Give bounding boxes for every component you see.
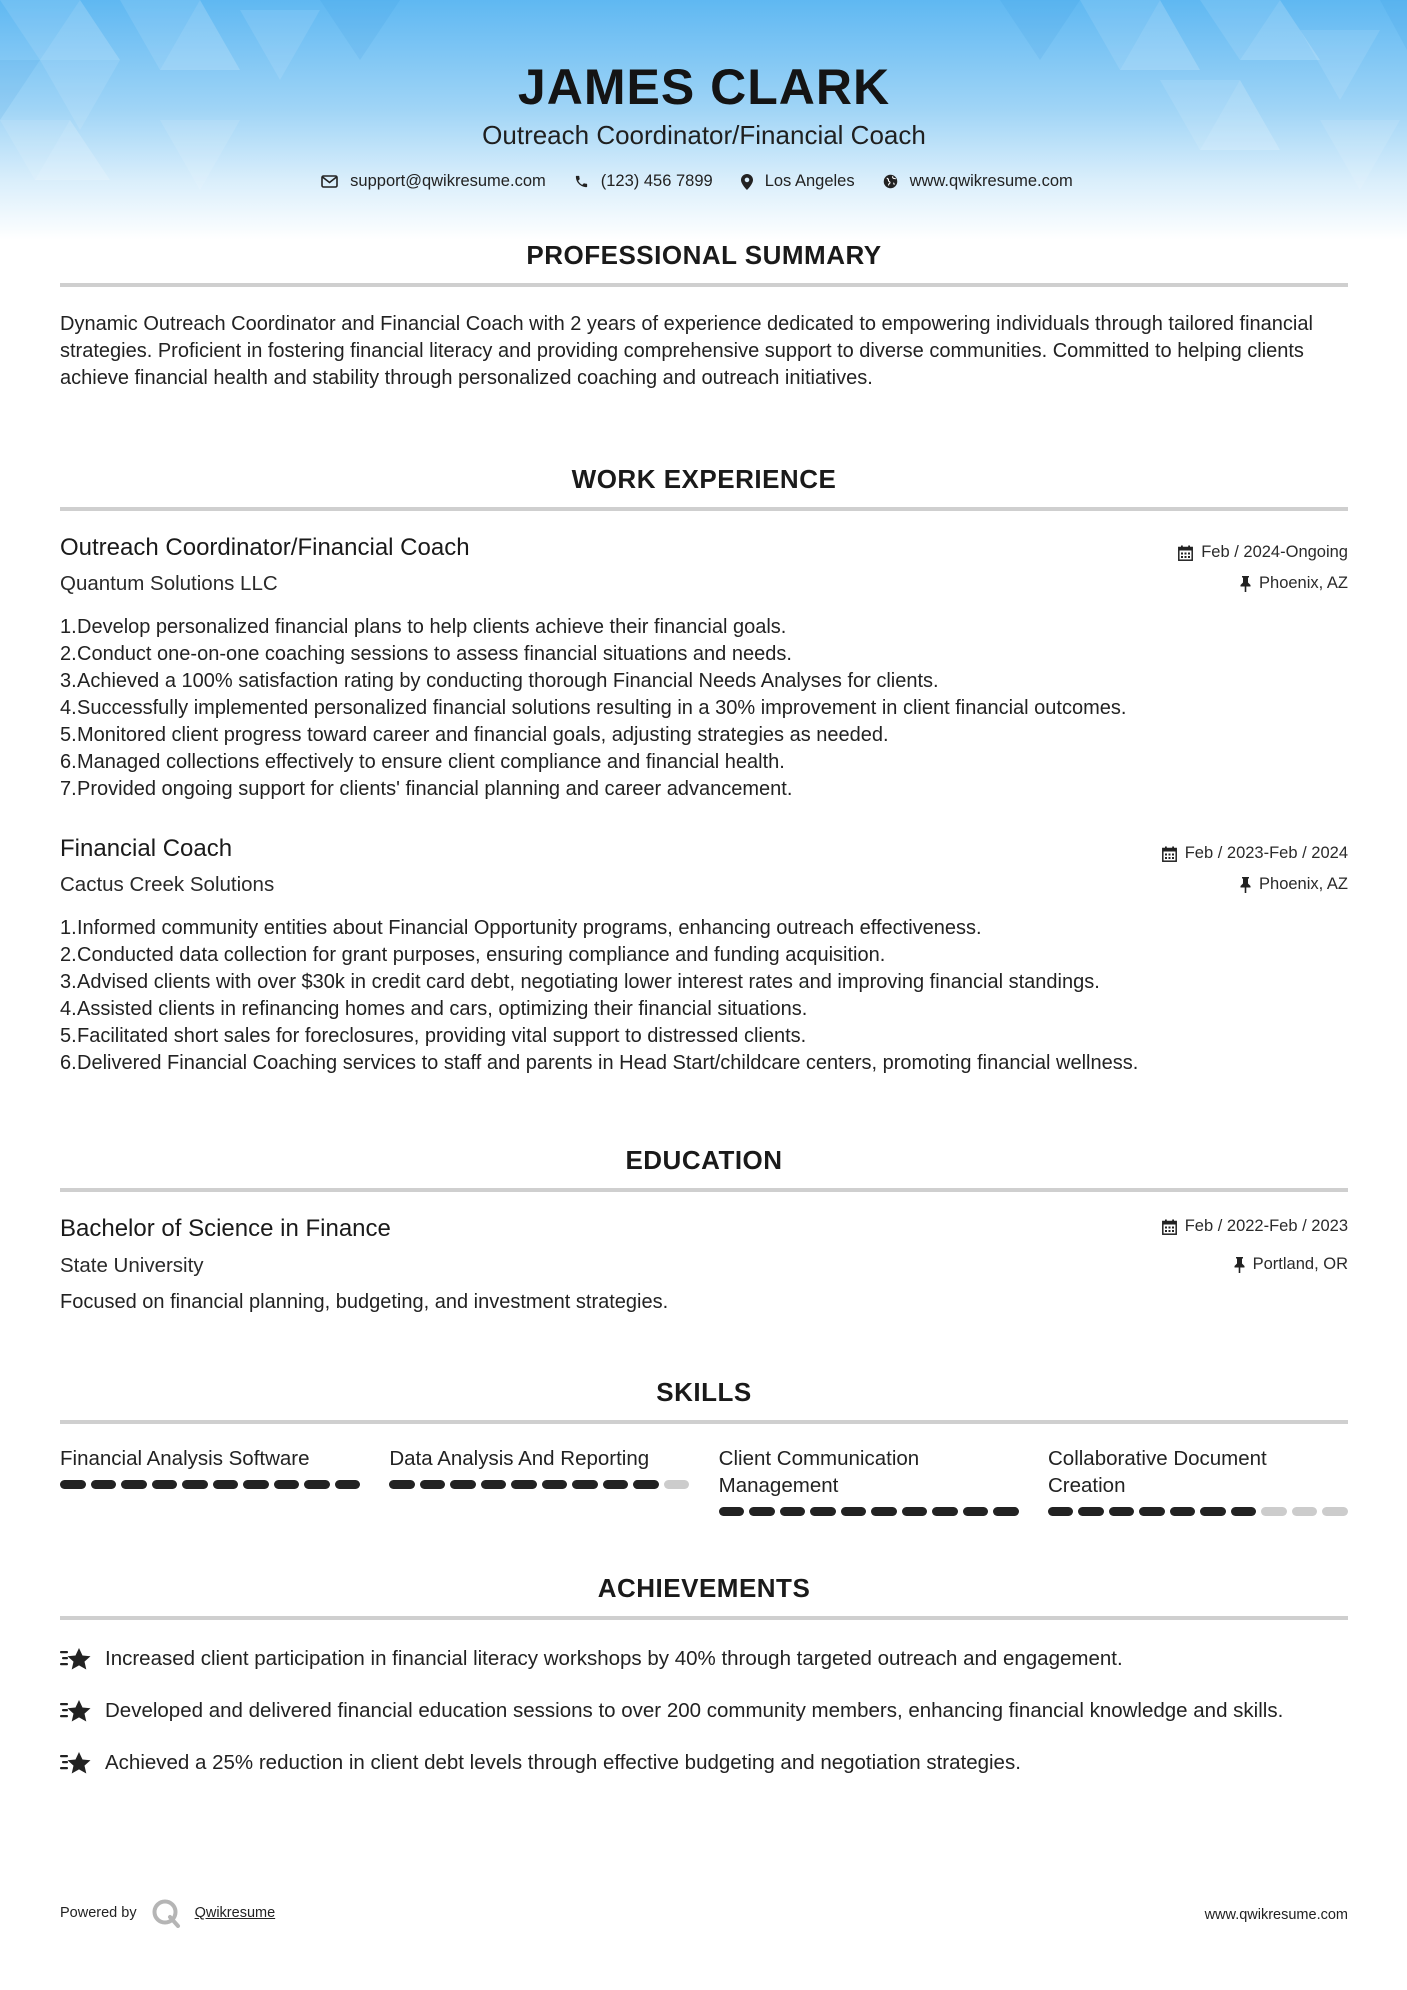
globe-icon bbox=[883, 174, 898, 189]
degree-title: Bachelor of Science in Finance bbox=[60, 1215, 391, 1242]
list-item: 3. Advised clients with over $30k in credit card debt, negotiating lower interest rates and improving financial standings. bbox=[60, 971, 1100, 993]
skill-segment-filled bbox=[1200, 1507, 1226, 1516]
job-dates-text: Feb / 2023-Feb / 2024 bbox=[1184, 844, 1348, 862]
skill-name: Client Communication Management bbox=[718, 1447, 920, 1497]
skill-level-bar bbox=[389, 1480, 689, 1489]
skill-segment-filled bbox=[1109, 1507, 1135, 1516]
skill-segment-filled bbox=[274, 1480, 300, 1489]
skill-segment-empty bbox=[1261, 1507, 1287, 1516]
education-dates-text: Feb / 2022-Feb / 2023 bbox=[1184, 1217, 1348, 1235]
achievements-heading: ACHIEVEMENTS bbox=[597, 1573, 811, 1603]
skill-item bbox=[719, 1445, 1019, 1516]
qwikresume-logo-icon bbox=[151, 1898, 181, 1928]
candidate-title: Outreach Coordinator/Financial Coach bbox=[482, 120, 926, 150]
skill-segment-filled bbox=[603, 1480, 629, 1489]
education-location bbox=[1234, 1255, 1348, 1274]
education-dates bbox=[1162, 1217, 1348, 1236]
skill-segment-filled bbox=[993, 1507, 1019, 1516]
skill-segment-filled bbox=[335, 1480, 361, 1489]
skill-segment-filled bbox=[481, 1480, 507, 1489]
job-location bbox=[1240, 574, 1348, 593]
job-title: Outreach Coordinator/Financial Coach bbox=[60, 534, 470, 561]
skill-name: Collaborative Document Creation bbox=[1047, 1447, 1267, 1497]
list-item: 1. Develop personalized financial plans to help clients achieve their financial goals. bbox=[60, 616, 787, 638]
job-title: Financial Coach bbox=[60, 835, 233, 862]
skill-level-bar bbox=[60, 1480, 360, 1489]
contact-email[interactable] bbox=[321, 172, 546, 191]
calendar-icon bbox=[1178, 545, 1193, 561]
skill-item bbox=[1048, 1445, 1348, 1516]
skill-segment-filled bbox=[91, 1480, 117, 1489]
phone-icon bbox=[574, 174, 589, 189]
summary-divider bbox=[60, 283, 1348, 287]
job-dates-text: Feb / 2024-Ongoing bbox=[1201, 543, 1348, 561]
skill-segment-filled bbox=[810, 1507, 836, 1516]
education-divider bbox=[60, 1188, 1348, 1192]
skill-segment-filled bbox=[749, 1507, 775, 1516]
footer-powered-by bbox=[60, 1898, 275, 1928]
list-item: 2. Conduct one-on-one coaching sessions to assess financial situations and needs. bbox=[60, 643, 792, 665]
list-item: 6. Delivered Financial Coaching services to staff and parents in Head Start/childcare centers, promoting financial wellness. bbox=[60, 1052, 1139, 1074]
skill-item bbox=[60, 1445, 360, 1516]
pushpin-icon bbox=[1240, 877, 1251, 893]
list-item: 4. Successfully implemented personalized financial solutions resulting in a 30% improvement in client financial outcomes. bbox=[60, 697, 1127, 719]
contact-bar bbox=[60, 172, 1348, 191]
skill-segment-filled bbox=[450, 1480, 476, 1489]
skill-item bbox=[389, 1445, 689, 1516]
powered-by-label: Powered by bbox=[60, 1905, 137, 1921]
list-item: 1. Informed community entities about Financial Opportunity programs, enhancing outreach effectiveness. bbox=[60, 917, 982, 939]
education-description: Focused on financial planning, budgeting, and investment strategies. bbox=[60, 1291, 669, 1313]
list-item: 4. Assisted clients in refinancing homes and cars, optimizing their financial situations. bbox=[60, 998, 808, 1020]
star-icon bbox=[60, 1697, 105, 1732]
experience-heading: WORK EXPERIENCE bbox=[571, 464, 837, 494]
skill-segment-filled bbox=[1139, 1507, 1165, 1516]
list-item: 7. Provided ongoing support for clients' financial planning and career advancement. bbox=[60, 778, 793, 800]
footer-website[interactable]: www.qwikresume.com bbox=[1204, 1907, 1348, 1923]
skill-segment-filled bbox=[1231, 1507, 1257, 1516]
list-item bbox=[60, 1697, 1348, 1732]
skill-segment-filled bbox=[902, 1507, 928, 1516]
skill-segment-filled bbox=[963, 1507, 989, 1516]
experience-divider bbox=[60, 507, 1348, 511]
job-location-text: Phoenix, AZ bbox=[1259, 574, 1348, 592]
job-dates bbox=[1178, 543, 1348, 562]
pushpin-icon bbox=[1234, 1257, 1245, 1273]
achievement-text: Achieved a 25% reduction in client debt levels through effective budgeting and negotiation strategies. bbox=[105, 1751, 1021, 1774]
star-icon bbox=[60, 1645, 105, 1680]
skills-grid bbox=[60, 1445, 1348, 1516]
skill-segment-filled bbox=[719, 1507, 745, 1516]
list-item: 3. Achieved a 100% satisfaction rating by conducting thorough Financial Needs Analyses for clients. bbox=[60, 670, 939, 692]
skill-segment-filled bbox=[871, 1507, 897, 1516]
contact-location bbox=[741, 172, 855, 191]
skills-heading: SKILLS bbox=[656, 1377, 752, 1407]
education-location-text: Portland, OR bbox=[1252, 1255, 1348, 1273]
skill-segment-filled bbox=[511, 1480, 537, 1489]
skill-segment-filled bbox=[932, 1507, 958, 1516]
list-item bbox=[60, 1645, 1348, 1680]
skill-segment-empty bbox=[1322, 1507, 1348, 1516]
calendar-icon bbox=[1162, 1219, 1177, 1235]
skill-level-bar bbox=[719, 1507, 1019, 1516]
company-name: Quantum Solutions LLC bbox=[60, 572, 278, 595]
skill-segment-filled bbox=[213, 1480, 239, 1489]
calendar-icon bbox=[1162, 846, 1177, 862]
skill-segment-filled bbox=[152, 1480, 178, 1489]
skill-segment-filled bbox=[243, 1480, 269, 1489]
pushpin-icon bbox=[1240, 576, 1251, 592]
job-bullets bbox=[60, 614, 1348, 803]
job-dates bbox=[1162, 844, 1348, 863]
skill-name: Data Analysis And Reporting bbox=[389, 1447, 650, 1470]
skill-segment-filled bbox=[182, 1480, 208, 1489]
phone-text: (123) 456 7899 bbox=[600, 172, 713, 190]
education-heading: EDUCATION bbox=[625, 1145, 783, 1175]
achievement-text: Increased client participation in financial literacy workshops by 40% through targeted outreach and engagement. bbox=[105, 1647, 1123, 1670]
achievement-text: Developed and delivered financial education sessions to over 200 community members, enhancing financial knowledge and skills. bbox=[105, 1699, 1284, 1722]
brand-link[interactable]: Qwikresume bbox=[194, 1905, 276, 1921]
job-location bbox=[1240, 875, 1348, 894]
skill-segment-empty bbox=[1292, 1507, 1318, 1516]
achievements-divider bbox=[60, 1616, 1348, 1620]
candidate-name: JAMES CLARK bbox=[517, 59, 891, 115]
summary-heading: PROFESSIONAL SUMMARY bbox=[526, 240, 882, 270]
star-icon bbox=[60, 1749, 105, 1784]
skill-segment-filled bbox=[420, 1480, 446, 1489]
list-item: 5. Facilitated short sales for foreclosures, providing vital support to distressed clients. bbox=[60, 1025, 807, 1047]
contact-phone[interactable] bbox=[574, 172, 713, 191]
skill-segment-filled bbox=[389, 1480, 415, 1489]
skill-name: Financial Analysis Software bbox=[60, 1447, 310, 1470]
skills-divider bbox=[60, 1420, 1348, 1424]
skill-segment-filled bbox=[633, 1480, 659, 1489]
summary-text: Dynamic Outreach Coordinator and Financial Coach with 2 years of experience dedicated to empowering individuals through tailored financial strategies. Proficient in fostering financial literacy and providing comprehensive support to diverse communities. Committed to helping clients achieve financial health and stability through personalized coaching and outreach initiatives. bbox=[60, 313, 1313, 389]
list-item bbox=[60, 1749, 1348, 1784]
skill-segment-filled bbox=[60, 1480, 86, 1489]
list-item: 5. Monitored client progress toward career and financial goals, adjusting strategies as needed. bbox=[60, 724, 889, 746]
school-name: State University bbox=[60, 1254, 204, 1277]
skill-segment-filled bbox=[121, 1480, 147, 1489]
skill-segment-filled bbox=[1170, 1507, 1196, 1516]
skill-segment-filled bbox=[780, 1507, 806, 1516]
skill-segment-empty bbox=[664, 1480, 690, 1489]
skill-segment-filled bbox=[542, 1480, 568, 1489]
website-text: www.qwikresume.com bbox=[909, 172, 1073, 190]
location-text: Los Angeles bbox=[764, 172, 855, 190]
map-pin-icon bbox=[741, 174, 753, 190]
job-location-text: Phoenix, AZ bbox=[1259, 875, 1348, 893]
email-text: support@qwikresume.com bbox=[350, 172, 546, 190]
skill-segment-filled bbox=[841, 1507, 867, 1516]
list-item: 6. Managed collections effectively to ensure client compliance and financial health. bbox=[60, 751, 785, 773]
contact-website[interactable] bbox=[883, 172, 1073, 191]
envelope-icon bbox=[321, 175, 338, 188]
skill-segment-filled bbox=[304, 1480, 330, 1489]
list-item: 2. Conducted data collection for grant purposes, ensuring compliance and funding acquisition. bbox=[60, 944, 886, 966]
skill-segment-filled bbox=[572, 1480, 598, 1489]
company-name: Cactus Creek Solutions bbox=[60, 873, 275, 896]
achievements-list bbox=[60, 1645, 1348, 1801]
job-bullets bbox=[60, 915, 1348, 1077]
skill-level-bar bbox=[1048, 1507, 1348, 1516]
skill-segment-filled bbox=[1078, 1507, 1104, 1516]
skill-segment-filled bbox=[1048, 1507, 1074, 1516]
